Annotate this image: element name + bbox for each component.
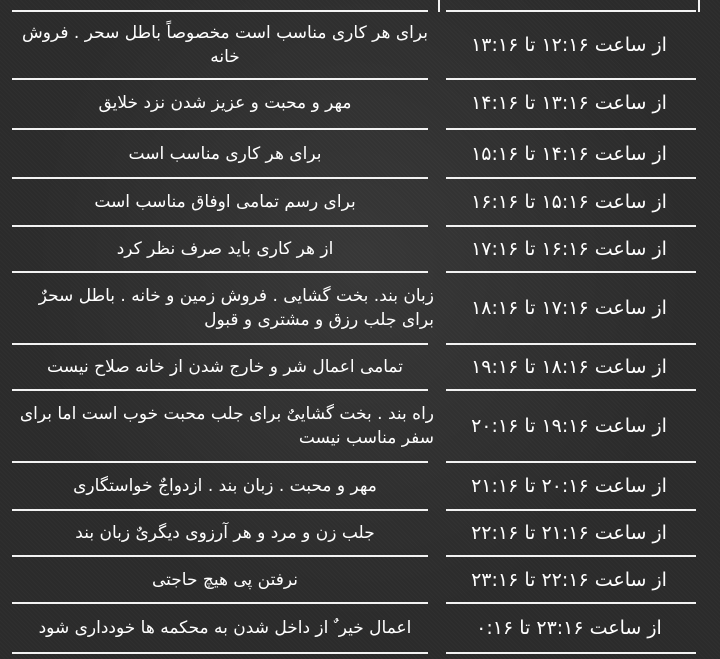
table-bottom-border xyxy=(12,652,428,654)
time-cell: از ساعت ۱۴:۱۶ تا ۱۵:۱۶ xyxy=(471,143,667,165)
time-cell: از ساعت ۱۳:۱۶ تا ۱۴:۱۶ xyxy=(471,92,667,114)
table-row xyxy=(0,604,720,652)
description-cell: اعمال خیر ٌ از داخل شدن به محکمه ها خودداری شود xyxy=(38,618,412,638)
description-cell: برای هر کاری مناسب است xyxy=(128,144,322,164)
description-cell: نرفتن پی هیچ حاجتی xyxy=(152,570,298,590)
description-cell: جلب زن و مرد و هر آرزوی دیگریٌ زبان بند xyxy=(75,523,375,543)
time-cell: از ساعت ۲۳:۱۶ تا ۰:۱۶ xyxy=(476,617,662,639)
column-divider-top-right xyxy=(698,0,700,12)
table-row xyxy=(0,557,720,603)
column-divider-top xyxy=(438,0,440,12)
time-cell: از ساعت ۱۵:۱۶ تا ۱۶:۱۶ xyxy=(471,191,667,213)
table-row xyxy=(0,80,720,126)
table-row xyxy=(0,227,720,271)
description-cell: برای رسم تمامی اوفاق مناسب است xyxy=(94,192,356,212)
time-cell: از ساعت ۱۷:۱۶ تا ۱۸:۱۶ xyxy=(471,297,667,319)
description-cell: مهر و محبت . زبان بند . ازدواجٌ خواستگاری xyxy=(73,476,377,496)
table-row xyxy=(0,511,720,555)
table-bottom-border xyxy=(446,652,696,654)
time-cell: از ساعت ۱۹:۱۶ تا ۲۰:۱۶ xyxy=(471,415,667,437)
description-cell: تمامی اعمال شر و خارج شدن از خانه صلاح نیست xyxy=(47,357,403,377)
time-cell: از ساعت ۱۸:۱۶ تا ۱۹:۱۶ xyxy=(471,356,667,378)
description-cell: راه بند . بخت گشاییٌ برای جلب محبت خوب است اما برای سفر مناسب نیست xyxy=(19,404,434,448)
time-cell: از ساعت ۲۱:۱۶ تا ۲۲:۱۶ xyxy=(471,522,667,544)
table-row xyxy=(0,130,720,178)
table-row xyxy=(0,463,720,509)
description-cell: از هر کاری باید صرف نظر کرد xyxy=(116,239,334,259)
table-row xyxy=(0,273,720,343)
description-cell: برای هر کاری مناسب است مخصوصاً باطل سحر . فروش خانه xyxy=(22,23,428,67)
table-row xyxy=(0,345,720,389)
description-cell: زبان بند. بخت گشایی . فروش زمین و خانه . باطل سحرٌ برای جلب رزق و مشتری و قبول xyxy=(38,286,434,330)
time-cell: از ساعت ۱۶:۱۶ تا ۱۷:۱۶ xyxy=(471,238,667,260)
description-cell: مهر و محبت و عزیز شدن نزد خلایق xyxy=(98,93,352,113)
time-cell: از ساعت ۲۲:۱۶ تا ۲۳:۱۶ xyxy=(471,569,667,591)
table-row xyxy=(0,391,720,461)
table-row xyxy=(0,179,720,225)
table-row xyxy=(0,12,720,78)
time-cell: از ساعت ۱۲:۱۶ تا ۱۳:۱۶ xyxy=(471,34,667,56)
time-cell: از ساعت ۲۰:۱۶ تا ۲۱:۱۶ xyxy=(471,475,667,497)
